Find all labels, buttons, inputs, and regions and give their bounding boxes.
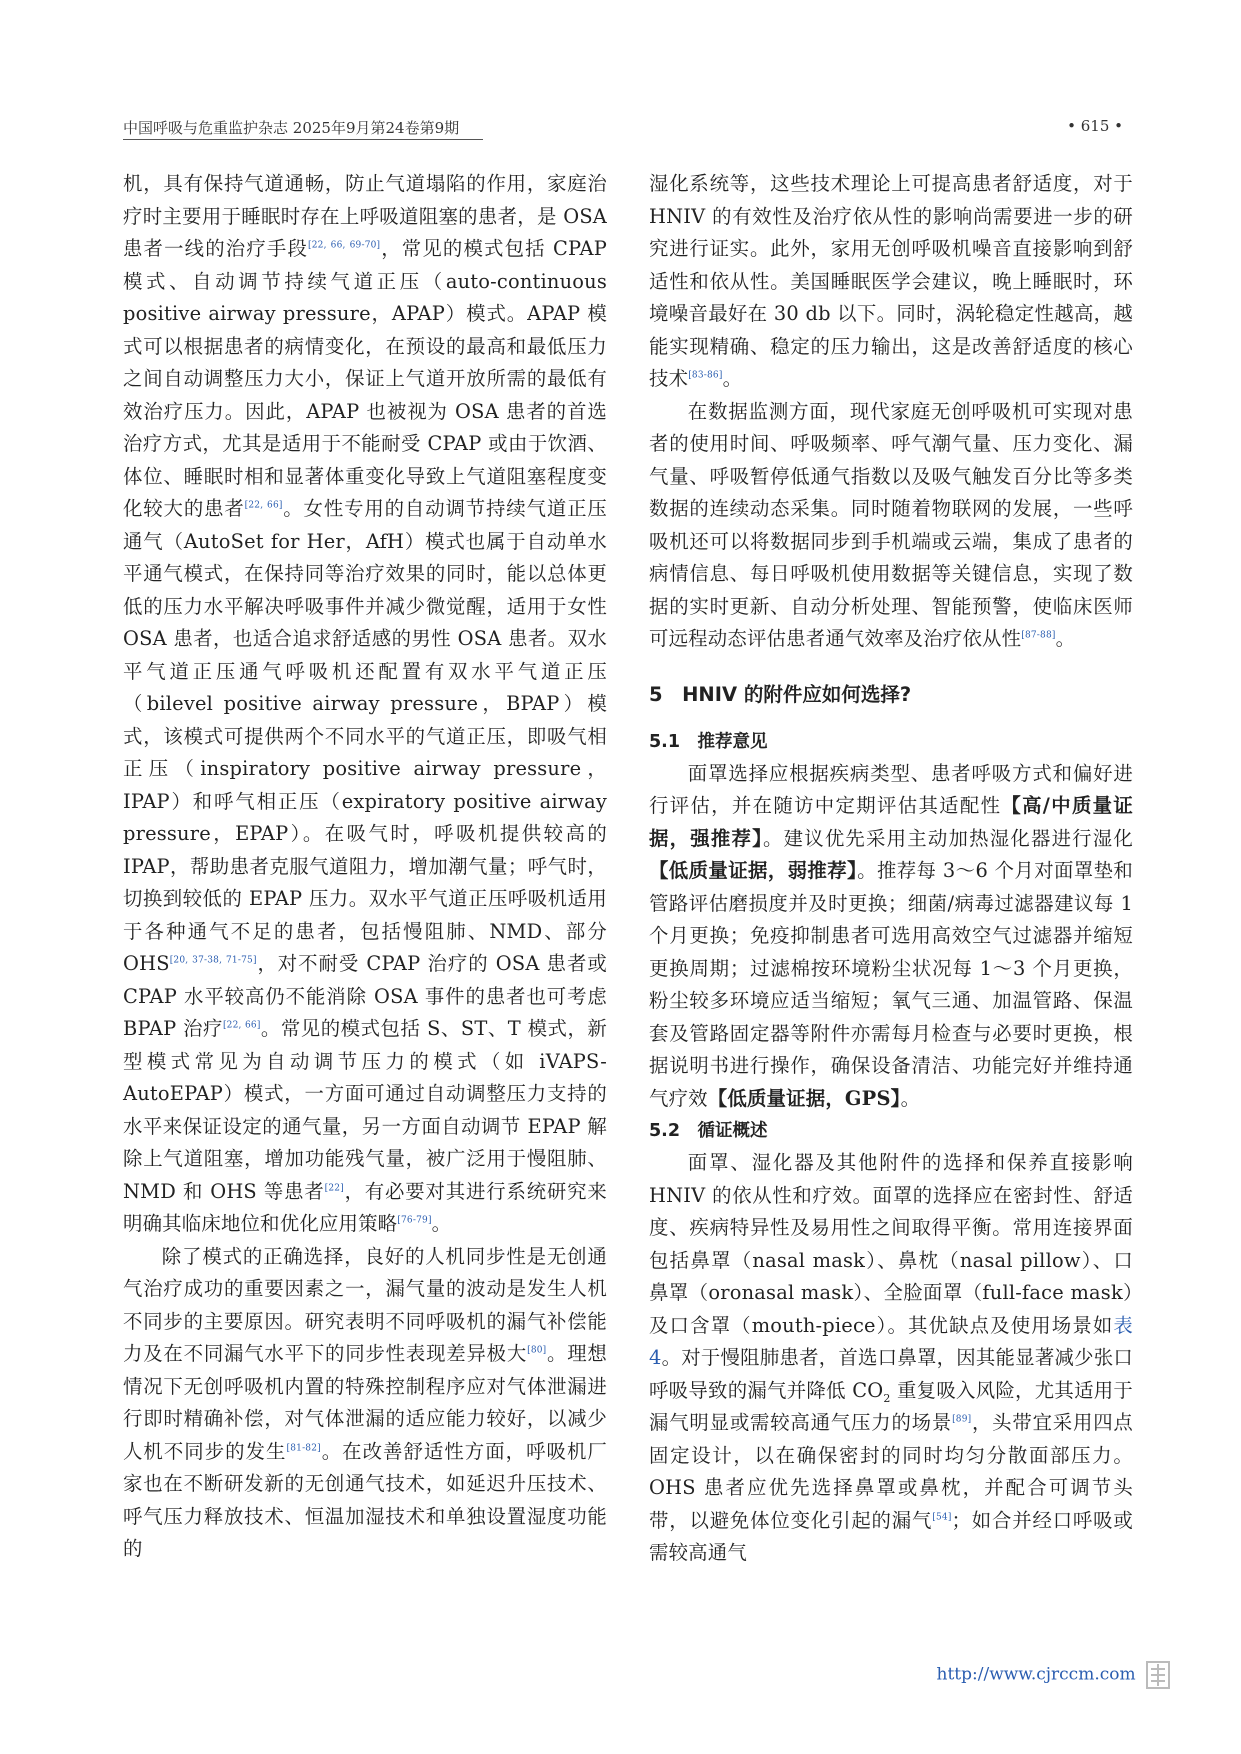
journal-title: 中国呼吸与危重监护杂志 2025年9月第24卷第9期 [123,119,460,137]
evidence-grade: 【低质量证据，GPS】 [707,1086,901,1110]
page-number: • 615 • [1067,117,1123,135]
citation-link[interactable]: [20, 37-38, 71-75] [169,955,257,966]
citation-link[interactable]: [22, 66] [222,1020,261,1031]
citation-link[interactable]: [89] [952,1414,972,1425]
citation-link[interactable]: [87-88] [1021,630,1056,641]
journal-url-link[interactable]: http://www.cjrccm.com [936,1664,1136,1685]
paragraph: 湿化系统等，这些技术理论上可提高患者舒适度，对于 HNIV 的有效性及治疗依从性的影响尚需要进一步的研究进行证实。此外，家用无创呼吸机噪音直接影响到舒适性和依从性。美国睡眠医学会建议，晚上睡眠时，环境噪音最好在 30 db 以下。同时，涡轮稳定性越高，越能实现精确、稳定的压力输出，这是改善舒适度的核心技术[83-86]。 [649,172,1133,390]
paragraph: 除了模式的正确选择，良好的人机同步性是无创通气治疗成功的重要因素之一，漏气量的波动是发生人机不同步的主要原因。研究表明不同呼吸机的漏气补偿能力及在不同漏气水平下的同步性表现差异极大[80]。理想情况下无创呼吸机内置的特殊控制程序应对气体泄漏进行即时精确补偿，对气体泄漏的适应能力较好，以减少人机不同步的发生[81-82]。在改善舒适性方面，呼吸机厂家也在不断研发新的无创通气技术，如延迟升压技术、呼气压力释放技术、恒温加湿技术和单独设置湿度功能的 [123,1244,608,1560]
subsection-heading: 5.1 推荐意见 [649,731,768,752]
paragraph: 在数据监测方面，现代家庭无创呼吸机可实现对患者的使用时间、呼吸频率、呼气潮气量、压力变化、漏气量、呼吸暂停低通气指数以及吸气触发百分比等多类数据的连续动态采集。同时随着物联网的发展，一些呼吸机还可以将数据同步到手机端或云端，集成了患者的病情信息、每日呼吸机使用数据等关键信息，实现了数据的实时更新、自动分析处理、智能预警，使临床医师可远程动态评估患者通气效率及治疗依从性[87-88]。 [649,399,1133,650]
citation-link[interactable]: [22, 66] [244,500,283,511]
citation-link[interactable]: [22] [324,1183,344,1194]
footer [937,1660,1171,1690]
header-rule [123,139,483,140]
section-heading: 5 HNIV 的附件应如何选择? [649,682,912,706]
evidence-grade: 【高/中质量证据，强推荐】 [649,794,1134,850]
evidence-grade: 【低质量证据，弱推荐】 [649,859,858,882]
citation-link[interactable]: [81-82] [286,1443,321,1454]
citation-link[interactable]: [54] [932,1512,952,1523]
citation-link[interactable]: [76-79] [397,1215,432,1226]
table-reference-link[interactable]: 表 4 [649,1313,1133,1369]
citation-link[interactable]: [80] [527,1345,547,1356]
right-column [649,168,1133,1570]
subsection-heading: 5.2 循证概述 [649,1121,768,1141]
paragraph: 机，具有保持气道通畅，防止气道塌陷的作用，家庭治疗时主要用于睡眠时存在上呼吸道阻塞的患者，是 OSA 患者一线的治疗手段[22, 66, 69-70]，常见的模式包括 CPAP 模式、自动调节持续气道正压（auto-continuous positive airway pressure，APAP）模式。APAP 模式可以根据患者的病情变化，在预设的最高和最低压力之间自动调整压力大小，保证上气道开放所需的最低有效治疗压力。因此，APAP 也被视为 OSA 患者的首选治疗方式，尤其是适用于不能耐受 CPAP 或由于饮酒、体位、睡眠时相和显著体重变化导致上气道阻塞程度变化较大的患者[22, 66]。女性专用的自动调节持续气道正压通气（AutoSet for Her，AfH）模式也属于自动单水平通气模式，在保持同等治疗效果的同时，能以总体更低的压力水平解决呼吸事件并减少微觉醒，适用于女性 OSA 患者，也适合追求舒适感的男性 OSA 患者。双水平气道正压通气呼吸机还配置有双水平气道正压（bilevel positive airway pressure，BPAP）模式，该模式可提供两个不同水平的气道正压，即吸气相正压（inspiratory positive airway pressure，IPAP）和呼气相正压（expiratory positive airway pressure，EPAP）。在吸气时，呼吸机提供较高的 IPAP，帮助患者克服气道阻力，增加潮气量；呼气时，切换到较低的 EPAP 压力。双水平气道正压呼吸机适用于各种通气不足的患者，包括慢阻肺、NMD、部分 OHS[20, 37-38, 71-75]，对不耐受 CPAP 治疗的 OSA 患者或 CPAP 水平较高仍不能消除 OSA 事件的患者也可考虑 BPAP 治疗[22, 66]。常见的模式包括 S、ST、T 模式，新型模式常见为自动调节压力的模式（如 iVAPS-AutoEPAP）模式，一方面可通过自动调整压力支持的水平来保证设定的通气量，另一方面自动调节 EPAP 解除上气道阻塞，增加功能残气量，被广泛用于慢阻肺、NMD 和 OHS 等患者[22]，有必要对其进行系统研究来明确其临床地位和优化应用策略[76-79]。 [123,172,607,1235]
citation-link[interactable]: [22, 66, 69-70] [308,240,381,251]
paragraph: 面罩、湿化器及其他附件的选择和保养直接影响 HNIV 的依从性和疗效。面罩的选择应在密封性、舒适度、疾病特异性及易用性之间取得平衡。常用连接界面包括鼻罩（nasal mask）、鼻枕（nasal pillow）、口鼻罩（oronasal mask）、全脸面罩（full-face mask）及口含罩（mouth-piece）。其优缺点及使用场景如表 4。对于慢阻肺患者，首选口鼻罩，因其能显著减少张口呼吸导致的漏气并降低 $CO_2$ 重复吸入风险，尤其适用于漏气明显或需较高通气压力的场景[89]，头带宜采用四点固定设计，以在确保密封的同时均匀分散面部压力。OHS 患者应优先选择鼻罩或鼻枕，并配合可调节头带，以避免体位变化引起的漏气[54]；如合并经口呼吸或需较高通气 [649,1151,1134,1564]
paragraph: 面罩选择应根据疾病类型、患者呼吸方式和偏好进行评估，并在随访中定期评估其适配性【高/中质量证据，强推荐】。建议优先采用主动加热湿化器进行湿化【低质量证据，弱推荐】。推荐每 3～6 个月对面罩垫和管路评估磨损度并及时更换；细菌/病毒过滤器建议每 1 个月更换；免疫抑制患者可选用高效空气过滤器并缩短更换周期；过滤棉按环境粉尘状况每 1～3 个月更换，粉尘较多环境应适当缩短；氧气三通、加温管路、保温套及管路固定器等附件亦需每月检查与必要时更换，根据说明书进行操作，确保设备清洁、功能完好并维持通气疗效【低质量证据，GPS】。 [649,761,1134,1110]
journal-logo-icon [1145,1660,1171,1690]
citation-link[interactable]: [83-86] [688,370,723,381]
left-column [123,168,607,1566]
running-header [123,117,1123,143]
